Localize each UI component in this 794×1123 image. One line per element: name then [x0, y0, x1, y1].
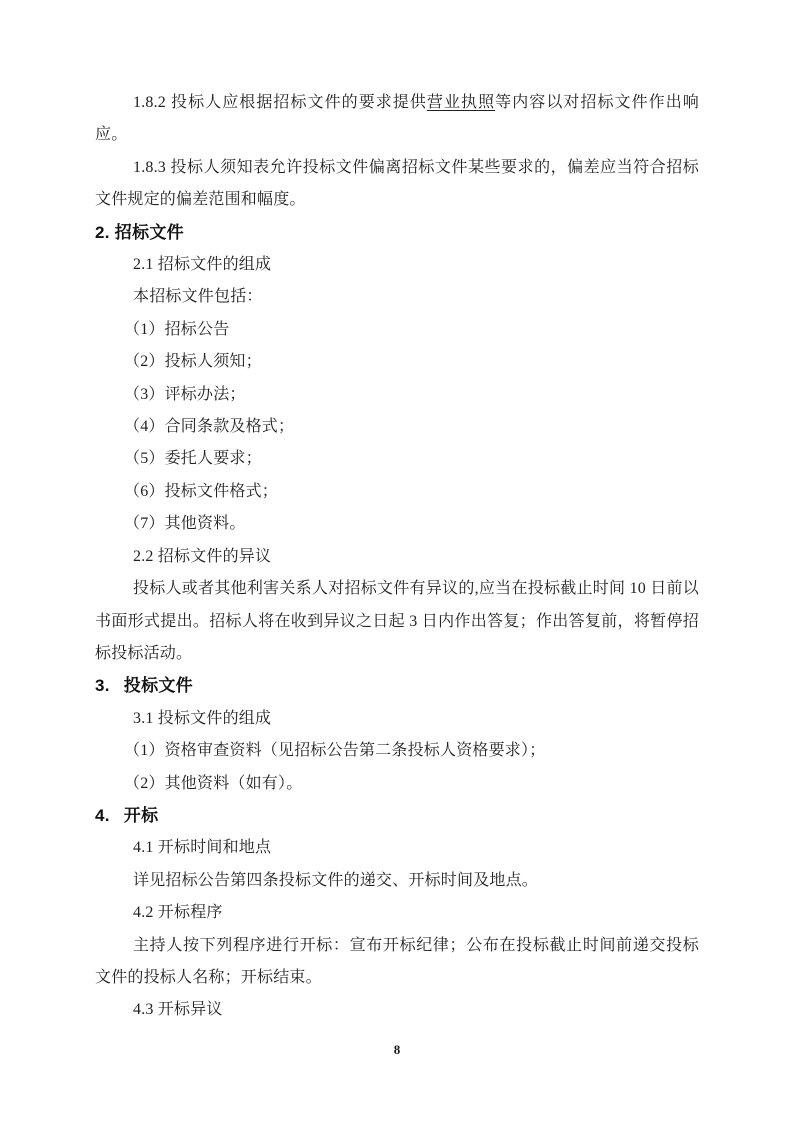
text-run: 详见招标公告第四条投标文件的递交、开标时间及地点。 — [133, 871, 539, 889]
document-body — [95, 87, 699, 1027]
heading-number: 3. — [95, 676, 110, 696]
heading-number: 2. — [95, 222, 110, 242]
paragraph — [95, 411, 699, 443]
paragraph — [95, 573, 699, 670]
text-run: 4.2 开标程序 — [133, 904, 223, 922]
paragraph — [95, 865, 699, 897]
paragraph — [95, 768, 699, 800]
paragraph — [95, 508, 699, 540]
text-run: 1.8.2 投标人应根据招标文件的要求提供 — [133, 94, 427, 111]
text-run: 1.8.3 投标人须知表允许投标文件偏离招标文件某些要求的，偏差应当符合招标文件规定的偏差范围和幅度。 — [95, 158, 699, 209]
text-run: （3）评标办法； — [124, 385, 246, 403]
paragraph — [95, 832, 699, 864]
heading-title: 开标 — [123, 805, 159, 825]
paragraph — [95, 249, 699, 281]
text-run: （7）其他资料。 — [124, 515, 246, 533]
paragraph — [95, 735, 699, 767]
text-run: 3.1 投标文件的组成 — [133, 709, 272, 727]
paragraph — [95, 379, 699, 411]
text-run: （1）招标公告 — [124, 320, 230, 338]
text-run: （4）合同条款及格式； — [124, 418, 295, 436]
heading-title: 招标文件 — [114, 222, 184, 242]
section-heading — [95, 217, 699, 249]
section-heading — [95, 800, 699, 832]
paragraph — [95, 541, 699, 573]
heading-title: 投标文件 — [123, 676, 193, 696]
heading-number: 4. — [95, 805, 110, 825]
text-run: 2.1 招标文件的组成 — [133, 256, 272, 274]
paragraph — [95, 897, 699, 929]
paragraph — [95, 994, 699, 1026]
text-run: 本招标文件包括： — [133, 288, 263, 306]
text-run: （2）其他资料（如有）。 — [124, 774, 303, 792]
text-run: 等内容以对招标文件作出响应。 — [95, 94, 699, 144]
paragraph — [95, 443, 699, 475]
text-run: 4.3 开标异议 — [133, 1001, 223, 1019]
paragraph — [95, 476, 699, 508]
text-run: （6）投标文件格式； — [124, 482, 279, 500]
text-run: （2）投标人须知； — [124, 353, 262, 371]
text-run: 2.2 招标文件的异议 — [133, 547, 272, 565]
section-heading — [95, 670, 699, 702]
paragraph — [95, 703, 699, 735]
paragraph — [95, 152, 699, 217]
underlined-text: 营业执照 — [426, 94, 496, 111]
paragraph — [95, 87, 699, 152]
text-run: 4.1 开标时间和地点 — [133, 839, 272, 857]
text-run: 投标人或者其他利害关系人对招标文件有异议的,应当在投标截止时间 10 日前以书面形式提出。招标人将在收到异议之日起 3 日内作出答复；作出答复前，将暂停招标投标活动。 — [95, 580, 699, 662]
page-number: 8 — [393, 1042, 401, 1057]
paragraph — [95, 930, 699, 995]
text-run: （1）资格审查资料（见招标公告第二条投标人资格要求）； — [124, 742, 546, 760]
text-run: 主持人按下列程序进行开标：宣布开标纪律；公布在投标截止时间前递交投标文件的投标人名称；开标结束。 — [95, 936, 699, 986]
paragraph — [95, 281, 699, 313]
text-run: （5）委托人要求； — [124, 450, 262, 468]
paragraph — [95, 346, 699, 378]
paragraph — [95, 314, 699, 346]
